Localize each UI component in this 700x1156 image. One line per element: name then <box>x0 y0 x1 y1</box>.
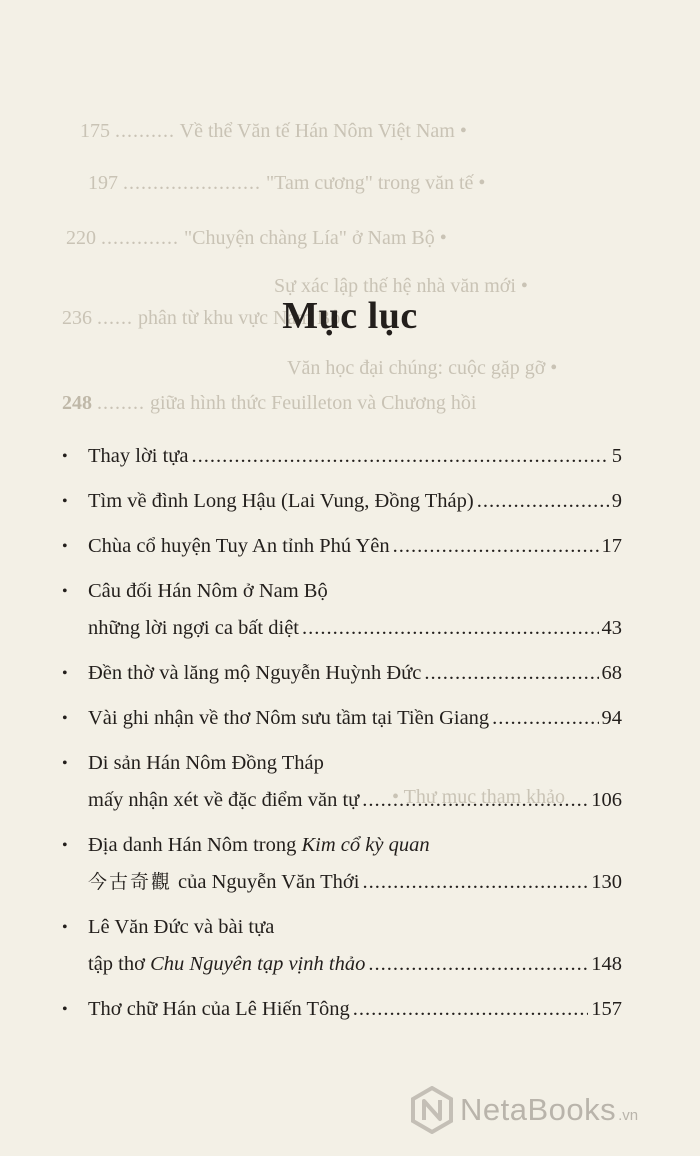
ghost-line: Sự xác lập thế hệ nhà văn mới • <box>274 275 528 297</box>
dot-leader <box>362 864 588 901</box>
entry-title: Câu đối Hán Nôm ở Nam Bộ <box>88 580 328 602</box>
page-number: 157 <box>591 998 622 1020</box>
entry-title: Vài ghi nhận về thơ Nôm sưu tầm tại Tiền Giang <box>88 707 490 729</box>
toc-entry <box>62 991 622 1028</box>
dot-leader <box>477 483 609 520</box>
bullet-icon: • <box>62 493 68 510</box>
toc-entry <box>62 909 622 983</box>
bullet-icon: • <box>62 710 68 727</box>
entry-subtitle: tập thơ Chu Nguyên tạp vịnh thảo <box>88 953 366 975</box>
dot-leader <box>362 782 588 819</box>
toc-entry <box>62 528 622 565</box>
ghost-line: 175 .......... Về thể Văn tế Hán Nôm Việt Nam • <box>80 120 467 142</box>
entry-title: Chùa cổ huyện Tuy An tỉnh Phú Yên <box>88 535 390 557</box>
entry-title: Thơ chữ Hán của Lê Hiến Tông <box>88 998 350 1020</box>
toc-entry <box>62 573 622 647</box>
entry-subtitle: 今古奇觀 của Nguyễn Văn Thới <box>88 871 360 893</box>
toc-entry <box>62 438 622 475</box>
toc-entry <box>62 745 622 819</box>
dot-leader <box>353 991 588 1028</box>
toc-entry <box>62 655 622 692</box>
page-number: 106 <box>591 789 622 811</box>
ghost-line: • Thư mục tham khảo <box>392 786 565 808</box>
entry-title: Địa danh Hán Nôm trong Kim cổ kỳ quan <box>88 834 430 856</box>
entry-title: Di sản Hán Nôm Đồng Tháp <box>88 752 324 774</box>
work-title: Chu Nguyên tạp vịnh thảo <box>150 953 366 975</box>
ghost-line: 248 ........ giữa hình thức Feuilleton và Chương hồi <box>62 392 477 414</box>
entry-title: Thay lời tựa <box>88 445 189 467</box>
bullet-icon: • <box>62 583 68 600</box>
page-number: 148 <box>591 953 622 975</box>
bullet-icon: • <box>62 755 68 772</box>
dot-leader <box>492 700 598 737</box>
page-number: 9 <box>611 490 622 512</box>
dot-leader <box>393 528 599 565</box>
ghost-line: 236 ...... phân từ khu vực Nam Bộ <box>62 307 341 329</box>
entry-title: Đền thờ và lăng mộ Nguyễn Huỳnh Đức <box>88 662 422 684</box>
entry-title: Tìm về đình Long Hậu (Lai Vung, Đồng Tháp) <box>88 490 474 512</box>
watermark-brand: NetaBooks <box>460 1092 617 1127</box>
work-title: Kim cổ kỳ quan <box>301 834 430 856</box>
entry-title: Lê Văn Đức và bài tựa <box>88 916 275 938</box>
bullet-icon: • <box>62 448 68 465</box>
dot-leader <box>424 655 598 692</box>
ghost-line: 197 ....................... "Tam cương" trong văn tế • <box>88 172 486 194</box>
page-number: 68 <box>601 662 622 684</box>
bullet-icon: • <box>62 538 68 555</box>
netabooks-logo-icon <box>410 1086 454 1134</box>
dot-leader <box>368 946 588 983</box>
bullet-icon: • <box>62 919 68 936</box>
watermark-tld: .vn <box>618 1106 639 1124</box>
han-characters: 今古奇觀 <box>88 871 173 893</box>
page-number: 43 <box>601 617 622 639</box>
netabooks-watermark <box>410 1086 638 1134</box>
dot-leader <box>302 610 599 647</box>
bullet-icon: • <box>62 837 68 854</box>
entry-subtitle: những lời ngợi ca bất diệt <box>88 617 299 639</box>
page-number: 94 <box>601 707 622 729</box>
page-title: Mục lục <box>282 295 418 337</box>
toc-entry <box>62 483 622 520</box>
toc-entry <box>62 827 622 901</box>
page-number: 17 <box>601 535 622 557</box>
page-number: 5 <box>611 445 622 467</box>
bullet-icon: • <box>62 1001 68 1018</box>
ghost-line: Văn học đại chúng: cuộc gặp gỡ • <box>287 357 558 379</box>
bullet-icon: • <box>62 665 68 682</box>
table-of-contents <box>62 438 622 1028</box>
entry-subtitle: mấy nhận xét về đặc điểm văn tự <box>88 789 360 811</box>
toc-entry <box>62 700 622 737</box>
ghost-line: 220 ............. "Chuyện chàng Lía" ở Nam Bộ • <box>66 227 447 249</box>
dot-leader <box>192 438 609 475</box>
page-number: 130 <box>591 871 622 893</box>
